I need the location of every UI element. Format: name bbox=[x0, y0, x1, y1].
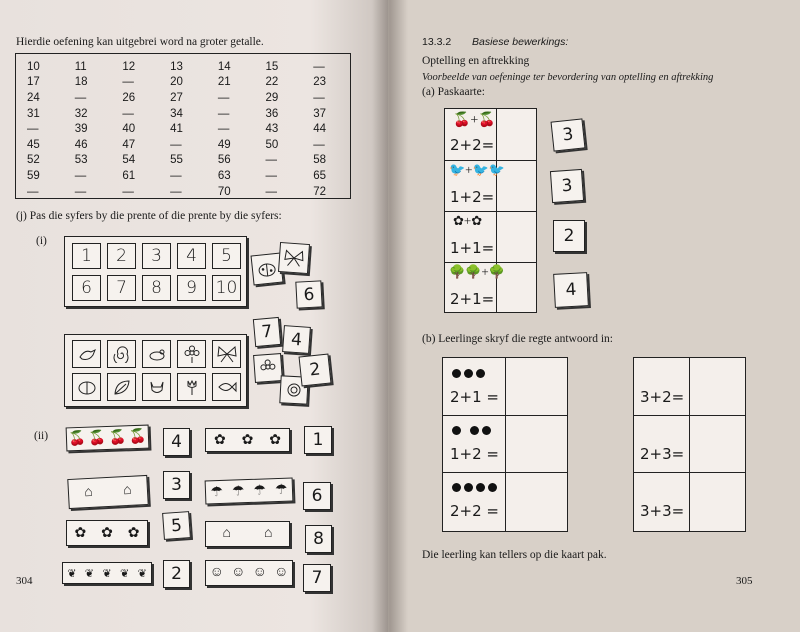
fish-tile bbox=[212, 373, 241, 401]
tray-tile: 7 bbox=[107, 275, 136, 301]
row-line bbox=[445, 160, 536, 161]
snail-tile bbox=[107, 340, 136, 368]
number-cell: 23 bbox=[313, 76, 327, 89]
cherries-icon: 🍒 bbox=[68, 431, 87, 447]
row-line bbox=[634, 472, 745, 473]
number-table-row bbox=[16, 153, 350, 169]
flower-icon: ✿ bbox=[101, 525, 113, 541]
subheading: Optelling en aftrekking bbox=[422, 55, 530, 67]
number-cell: 15 bbox=[265, 60, 279, 73]
tray-tile: 1 bbox=[72, 243, 101, 269]
sum-cell: 2+1 = bbox=[450, 388, 499, 406]
number-card: 3 bbox=[163, 471, 190, 499]
sum-cell: 3+2= bbox=[640, 388, 685, 406]
snail-icon bbox=[112, 345, 132, 363]
sum-table-plain bbox=[633, 357, 746, 532]
number-cell: 43 bbox=[265, 123, 279, 136]
number-cell: 36 bbox=[265, 107, 279, 120]
paskaart-sum: 2+1= bbox=[450, 290, 495, 308]
cherries-strip bbox=[66, 425, 150, 452]
number-cell: 10 bbox=[27, 60, 40, 73]
number-cell: — bbox=[217, 123, 230, 136]
rabbits-strip bbox=[205, 560, 293, 586]
answer-card: 2 bbox=[553, 220, 585, 252]
sum-cell: 2+2 = bbox=[450, 502, 499, 520]
row-line bbox=[443, 415, 567, 416]
tray-tile: 10 bbox=[212, 275, 241, 301]
number-card: 7 bbox=[253, 317, 281, 347]
row-line bbox=[445, 211, 536, 212]
number-cell: — bbox=[265, 154, 278, 167]
counter-dots bbox=[452, 479, 500, 497]
examples-heading: Voorbeelde van oefeninge ter bevordering van optelling en aftrekking bbox=[422, 72, 714, 83]
number-cell: 65 bbox=[313, 169, 327, 182]
butterfly-icon bbox=[216, 344, 238, 364]
bug-icon: ❦ bbox=[67, 567, 77, 580]
number-cell: 11 bbox=[74, 60, 87, 73]
flower-icon: ✿ bbox=[269, 432, 281, 448]
sum-cell: 2+3= bbox=[640, 445, 685, 463]
number-cell: 20 bbox=[170, 76, 183, 89]
cat-tile bbox=[142, 373, 171, 401]
number-cell: 34 bbox=[170, 107, 183, 120]
number-cell: — bbox=[265, 185, 278, 198]
number-cell: — bbox=[122, 107, 134, 120]
number-table-row bbox=[16, 90, 350, 106]
tree-icon: 🌳🌳+🌳 bbox=[449, 264, 505, 279]
number-card: 6 bbox=[295, 280, 322, 308]
answer-card: 4 bbox=[553, 272, 589, 308]
label-i: (i) bbox=[36, 235, 47, 247]
ladybug-tile bbox=[72, 373, 101, 401]
number-card: 1 bbox=[304, 426, 332, 454]
answer-card: 3 bbox=[551, 118, 586, 151]
number-cell: — bbox=[122, 76, 134, 89]
number-cell: 52 bbox=[27, 154, 40, 167]
flower-icon: ✿ bbox=[74, 525, 87, 541]
mouse-icon bbox=[147, 345, 167, 363]
number-cell: — bbox=[170, 169, 182, 182]
number-card: 4 bbox=[282, 325, 311, 354]
number-cell: 26 bbox=[122, 91, 136, 104]
bird-tile bbox=[72, 340, 101, 368]
umbrella-icon: ☂ bbox=[274, 482, 288, 498]
flower-tile bbox=[177, 340, 206, 368]
number-table-row bbox=[16, 121, 350, 137]
flowers-strip bbox=[205, 428, 290, 452]
number-cell: 54 bbox=[122, 154, 136, 167]
row-line bbox=[445, 262, 536, 263]
number-cell: 27 bbox=[170, 91, 183, 104]
number-cell: — bbox=[313, 91, 325, 104]
paskaart-sum: 1+2= bbox=[450, 188, 495, 206]
number-cell: 44 bbox=[313, 123, 327, 136]
section-number: 13.3.2 bbox=[422, 36, 452, 48]
number-cell: — bbox=[27, 123, 39, 136]
number-cell: — bbox=[313, 60, 325, 73]
houses-strip bbox=[67, 475, 148, 509]
number-cell: 18 bbox=[74, 76, 88, 89]
label-ii: (ii) bbox=[34, 430, 49, 442]
house-icon: ⌂ bbox=[264, 526, 273, 541]
number-cell: 61 bbox=[122, 169, 136, 182]
tulip-tile bbox=[177, 373, 206, 401]
footer-text: Die leerling kan tellers op die kaart pak. bbox=[422, 549, 607, 561]
paskaart-sum: 1+1= bbox=[450, 239, 495, 257]
bug-icon: ❦ bbox=[137, 567, 147, 580]
cat-icon bbox=[147, 378, 167, 396]
flower-icon: ✿+✿ bbox=[453, 213, 483, 228]
bird-icon bbox=[77, 345, 97, 363]
leaf-icon bbox=[112, 378, 132, 396]
number-cell: 46 bbox=[74, 138, 88, 151]
intro-text: Hierdie oefening kan uitgebrei word na groter getalle. bbox=[16, 36, 264, 48]
number-cell: 40 bbox=[122, 123, 136, 136]
butterfly-tile bbox=[212, 340, 241, 368]
number-cell: — bbox=[217, 91, 230, 104]
number-cell: 55 bbox=[170, 154, 183, 167]
rabbit-icon: ☺ bbox=[274, 565, 289, 580]
number-cell: — bbox=[170, 138, 182, 151]
butterfly-icon bbox=[282, 247, 305, 268]
number-table-row bbox=[16, 106, 350, 122]
number-cell: 13 bbox=[170, 60, 183, 73]
number-cell: 24 bbox=[27, 91, 40, 104]
row-line bbox=[443, 472, 567, 473]
number-cell: — bbox=[74, 91, 87, 104]
cherries-icon: 🍒 bbox=[108, 429, 127, 446]
number-cell: 21 bbox=[217, 76, 231, 89]
flower-icon bbox=[182, 345, 202, 363]
number-table-row bbox=[16, 59, 350, 75]
right-page bbox=[388, 0, 800, 632]
number-card: 6 bbox=[303, 482, 331, 510]
tray-tile: 4 bbox=[177, 243, 206, 269]
number-cell: 22 bbox=[265, 76, 279, 89]
flower-icon: ✿ bbox=[213, 432, 226, 448]
number-tray bbox=[64, 236, 247, 307]
number-cell: 37 bbox=[313, 107, 327, 120]
counter-dots bbox=[452, 365, 488, 383]
flower-icon: ✿ bbox=[241, 432, 254, 448]
number-cell: — bbox=[217, 107, 230, 120]
number-cell: 72 bbox=[313, 185, 327, 198]
sum-cell: 3+3= bbox=[640, 502, 685, 520]
number-cell: 56 bbox=[217, 154, 231, 167]
number-card: 5 bbox=[162, 511, 191, 540]
paskaart-table bbox=[444, 108, 537, 313]
number-cell: 14 bbox=[217, 60, 231, 73]
house-icon: ⌂ bbox=[222, 526, 231, 541]
rabbit-icon: ☺ bbox=[231, 565, 246, 580]
number-cell: 29 bbox=[265, 91, 279, 104]
number-table-row bbox=[16, 137, 350, 153]
ladybug-icon bbox=[256, 259, 278, 279]
number-cell: 49 bbox=[217, 138, 231, 151]
paskaart-sum: 2+2= bbox=[450, 136, 495, 154]
number-cell: 47 bbox=[122, 138, 136, 151]
bugs-strip bbox=[62, 562, 152, 584]
number-cell: 31 bbox=[27, 107, 40, 120]
house-icon: ⌂ bbox=[83, 484, 94, 501]
flower-icon: ✿ bbox=[127, 525, 140, 541]
number-table-row bbox=[16, 168, 350, 184]
number-cell: 41 bbox=[170, 123, 183, 136]
picture-tray bbox=[64, 334, 247, 407]
number-cell: 12 bbox=[122, 60, 136, 73]
tray-tile: 9 bbox=[177, 275, 206, 301]
number-cell: 59 bbox=[27, 169, 40, 182]
parrot-icon: 🐦+🐦🐦 bbox=[449, 162, 505, 177]
bug-icon: ❦ bbox=[84, 567, 94, 580]
left-page bbox=[0, 0, 388, 632]
number-cell: — bbox=[313, 138, 325, 151]
cherries-icon: 🍒+🍒 bbox=[453, 113, 496, 128]
tray-tile: 2 bbox=[107, 243, 136, 269]
number-cell: — bbox=[265, 169, 278, 182]
bug-icon: ❦ bbox=[102, 567, 112, 580]
ladybug-icon bbox=[77, 378, 97, 396]
houses-strip bbox=[205, 521, 290, 547]
number-cell: 63 bbox=[217, 169, 231, 182]
number-cell: — bbox=[27, 185, 39, 198]
flower-icon bbox=[257, 358, 278, 377]
number-cell: — bbox=[170, 185, 182, 198]
tray-tile: 3 bbox=[142, 243, 171, 269]
tray-tile: 8 bbox=[142, 275, 171, 301]
number-cell: 32 bbox=[74, 107, 88, 120]
number-table-row bbox=[16, 184, 350, 200]
number-cell: — bbox=[74, 185, 87, 198]
umbrellas-strip bbox=[205, 477, 294, 504]
fish-icon bbox=[217, 378, 237, 396]
mouse-tile bbox=[142, 340, 171, 368]
number-cell: 53 bbox=[74, 154, 88, 167]
tulip-icon bbox=[182, 378, 202, 396]
number-table-row bbox=[16, 75, 350, 91]
row-line bbox=[634, 415, 745, 416]
umbrella-icon: ☂ bbox=[231, 483, 245, 500]
sum-cell: 1+2 = bbox=[450, 445, 499, 463]
cherries-icon: 🍒 bbox=[88, 430, 107, 447]
flower-card bbox=[253, 353, 283, 383]
flowers-strip bbox=[66, 520, 148, 546]
number-cell: — bbox=[122, 185, 134, 198]
tray-tile: 5 bbox=[212, 243, 241, 269]
number-card: 2 bbox=[163, 560, 190, 588]
number-card: 7 bbox=[303, 564, 331, 592]
number-table bbox=[15, 53, 351, 199]
number-card: 4 bbox=[163, 428, 190, 456]
number-cell: 17 bbox=[27, 76, 40, 89]
tray-tile: 6 bbox=[72, 275, 101, 301]
answer-card: 3 bbox=[550, 169, 584, 203]
item-a: (a) Paskaarte: bbox=[422, 86, 485, 98]
rabbit-icon: ☺ bbox=[252, 565, 267, 580]
bug-icon: ❦ bbox=[119, 567, 130, 580]
sum-table-dots bbox=[442, 357, 568, 532]
number-cell: 45 bbox=[27, 138, 40, 151]
number-cell: 58 bbox=[313, 154, 327, 167]
item-j-text: (j) Pas die syfers by die prente of die prente by die syfers: bbox=[16, 210, 282, 222]
item-b: (b) Leerlinge skryf die regte antwoord in: bbox=[422, 333, 613, 345]
umbrella-icon: ☂ bbox=[253, 482, 267, 499]
number-card: 2 bbox=[299, 354, 332, 387]
section-title: Basiese bewerkings: bbox=[472, 36, 569, 48]
number-cell: 39 bbox=[74, 123, 88, 136]
number-cell: 50 bbox=[265, 138, 279, 151]
number-cell: — bbox=[74, 169, 87, 182]
umbrella-icon: ☂ bbox=[210, 484, 224, 500]
leaf-tile bbox=[107, 373, 136, 401]
page-number-right: 305 bbox=[736, 575, 753, 587]
rabbit-icon: ☺ bbox=[209, 565, 224, 580]
butterfly-card bbox=[278, 242, 310, 274]
number-card: 8 bbox=[305, 525, 332, 553]
page-number-left: 304 bbox=[16, 575, 33, 587]
house-icon: ⌂ bbox=[122, 482, 133, 499]
cherries-icon: 🍒 bbox=[128, 429, 147, 445]
number-cell: 70 bbox=[217, 185, 231, 198]
counter-dots bbox=[452, 422, 494, 440]
